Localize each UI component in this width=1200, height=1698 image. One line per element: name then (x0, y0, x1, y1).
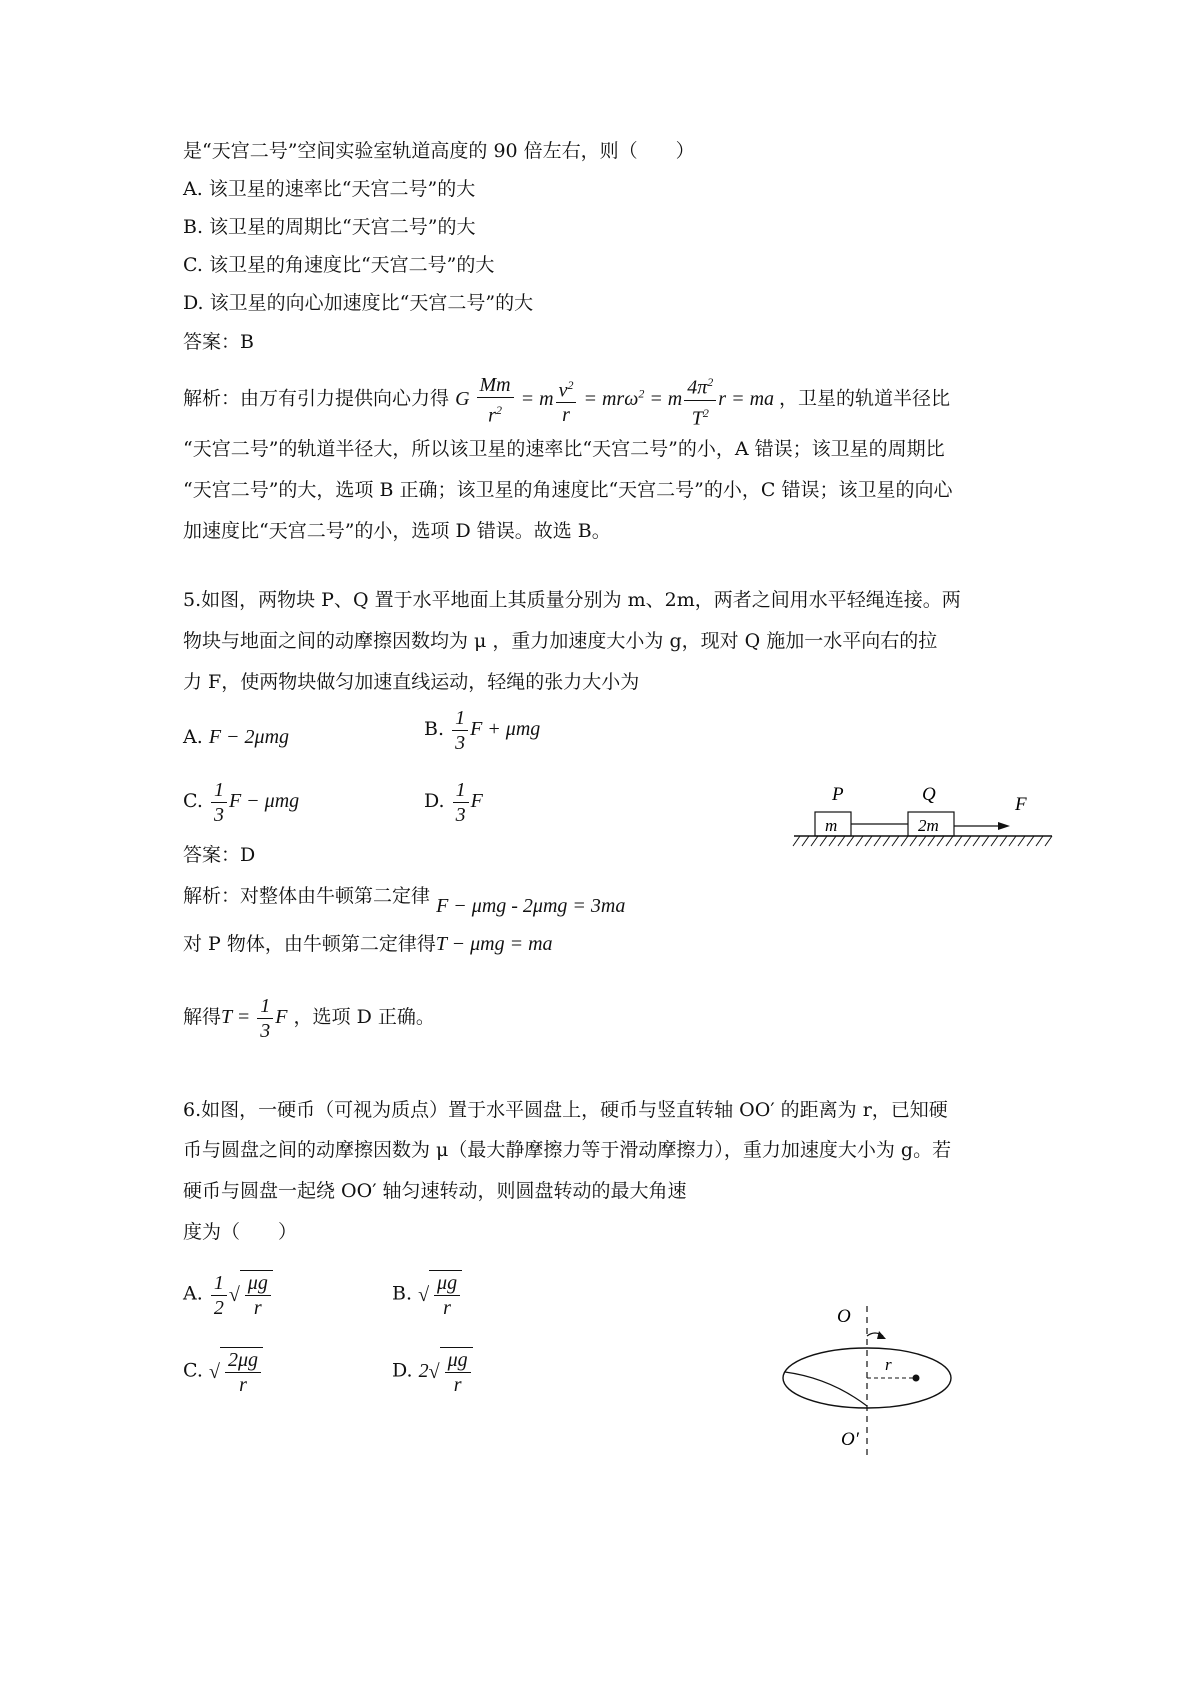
option-label: D. (392, 1359, 413, 1382)
ground-hatching (793, 836, 1052, 846)
q5-tension-result: T = $\frac{1}{3}$ F (221, 994, 288, 1042)
coin-dot (913, 1375, 920, 1382)
figure-label-q: Q (922, 784, 936, 805)
q4-analysis-prefix: 解析：由万有引力提供向心力得 (183, 387, 450, 410)
q4-option-d: D. 该卫星的向心加速度比“天宫二号”的大 (183, 292, 534, 314)
q6-option-b: B. √ $\frac{\mu g}{r}$ (392, 1270, 462, 1320)
option-label: D. (424, 790, 445, 813)
option-label: B. (392, 1282, 413, 1305)
radius-label: r (885, 1355, 892, 1374)
q6-stem-line-4: 度为（ ） (183, 1221, 298, 1243)
option-label: A. (183, 1282, 203, 1305)
q5-newton-whole: F − μmg - 2μmg = 3ma (436, 895, 626, 917)
q5-analysis-text-3: 解得 (183, 1006, 222, 1028)
q6-stem-line-3: 硬币与圆盘一起绕 OO′ 轴匀速转动，则圆盘转动的最大角速 (183, 1180, 687, 1202)
block-q-mass: 2m (918, 816, 939, 835)
option-label: A. (183, 726, 203, 748)
q5-answer: 答案：D (183, 844, 256, 866)
option-label: B. (424, 718, 445, 741)
q6-option-c: C. √ $\frac{2\mu g}{r}$ (183, 1347, 263, 1397)
option-label: C. (183, 1359, 203, 1382)
q5-option-a: A. F − 2μmg (183, 726, 290, 748)
sqrt-sign-icon: √ (418, 1284, 430, 1306)
q4-analysis-line-2: “天宫二号”的大，选项 B 正确；该卫星的角速度比“天宫二号”的小，C 错误；该卫星的向心 (183, 479, 953, 501)
block-p-mass: m (825, 816, 838, 835)
q5-analysis-line-1 (183, 876, 625, 916)
figure-label-p: P (832, 784, 844, 805)
q5-analysis-line-2 (183, 931, 553, 957)
q5-option-d: D. $\frac{1}{3}$ F (424, 779, 483, 826)
q4-analysis-formula-line (183, 368, 950, 430)
rotation-arrow-head-icon (877, 1331, 886, 1339)
q5-newton-p: T − μmg = ma (435, 933, 553, 955)
axis-label-bottom: O′ (841, 1429, 859, 1450)
q5-analysis-text-1: 解析：对整体由牛顿第二定律 (183, 885, 431, 907)
q5-stem-line-2: 物块与地面之间的动摩擦因数均为 μ ，重力加速度大小为 g，现对 Q 施加一水平向右的拉 (183, 630, 938, 652)
q6-stem-line-1: 6.如图，一硬币（可视为质点）置于水平圆盘上，硬币与竖直转轴 OO′ 的距离为 r，已知硬 (183, 1099, 948, 1121)
q6-disk-figure (775, 1300, 975, 1465)
q6-option-d: D. 2√ $\frac{\mu g}{r}$ (392, 1347, 473, 1397)
q5-analysis-text-2: 对 P 物体，由牛顿第二定律得 (183, 933, 436, 955)
q5-analysis-line-3 (183, 992, 435, 1043)
q4-gravity-formula: G $\frac{Mm}{r^2}$ = m $\frac{v^2}{r}$ = mrω$^2$ = m $\frac{4\pi^2}{T^2}$ r = ma (455, 388, 779, 410)
q5-stem-line-3: 力 F，使两物块做匀加速直线运动，轻绳的张力大小为 (183, 671, 640, 693)
q4-analysis-line-3: 加速度比“天宫二号”的小，选项 D 错误。故选 B。 (183, 520, 611, 542)
sqrt-sign-icon: √ (208, 1361, 220, 1383)
q4-stem-tail: 是“天宫二号”空间实验室轨道高度的 90 倍左右，则（ ） (183, 140, 695, 162)
q4-analysis-suffix: ，卫星的轨道半径比 (779, 387, 951, 410)
sqrt-sign-icon: √ (228, 1284, 240, 1306)
arrow-head-icon (998, 822, 1010, 830)
q5-analysis-text-3-suffix: ，选项 D 正确。 (293, 1006, 435, 1028)
axis-label-top: O (837, 1306, 851, 1327)
q4-option-c: C. 该卫星的角速度比“天宫二号”的大 (183, 254, 495, 276)
q6-option-a: A. $\frac{1}{2}$ √ $\frac{\mu g}{r}$ (183, 1270, 273, 1320)
figure-label-f: F (1015, 794, 1027, 815)
q6-stem-line-2: 币与圆盘之间的动摩擦因数为 μ（最大静摩擦力等于滑动摩擦力），重力加速度大小为 g。若 (183, 1139, 952, 1161)
q5-blocks-figure (790, 782, 1060, 858)
q4-analysis-line-1: “天宫二号”的轨道半径大，所以该卫星的速率比“天宫二号”的小，A 错误；该卫星的周期比 (183, 438, 945, 460)
q5-stem-line-1: 5.如图，两物块 P、Q 置于水平地面上其质量分别为 m、2m，两者之间用水平轻绳连接。两 (183, 589, 961, 611)
q4-answer: 答案：B (183, 331, 254, 353)
q4-option-b: B. 该卫星的周期比“天宫二号”的大 (183, 216, 476, 238)
disk-edge-curve (785, 1372, 867, 1406)
option-label: C. (183, 790, 203, 813)
sqrt-sign-icon: √ (428, 1361, 440, 1383)
q5-option-b: B. $\frac{1}{3}$ F + μmg (424, 707, 541, 754)
q4-option-a: A. 该卫星的速率比“天宫二号”的大 (183, 178, 476, 200)
q5-option-c: C. $\frac{1}{3}$ F − μmg (183, 779, 300, 826)
